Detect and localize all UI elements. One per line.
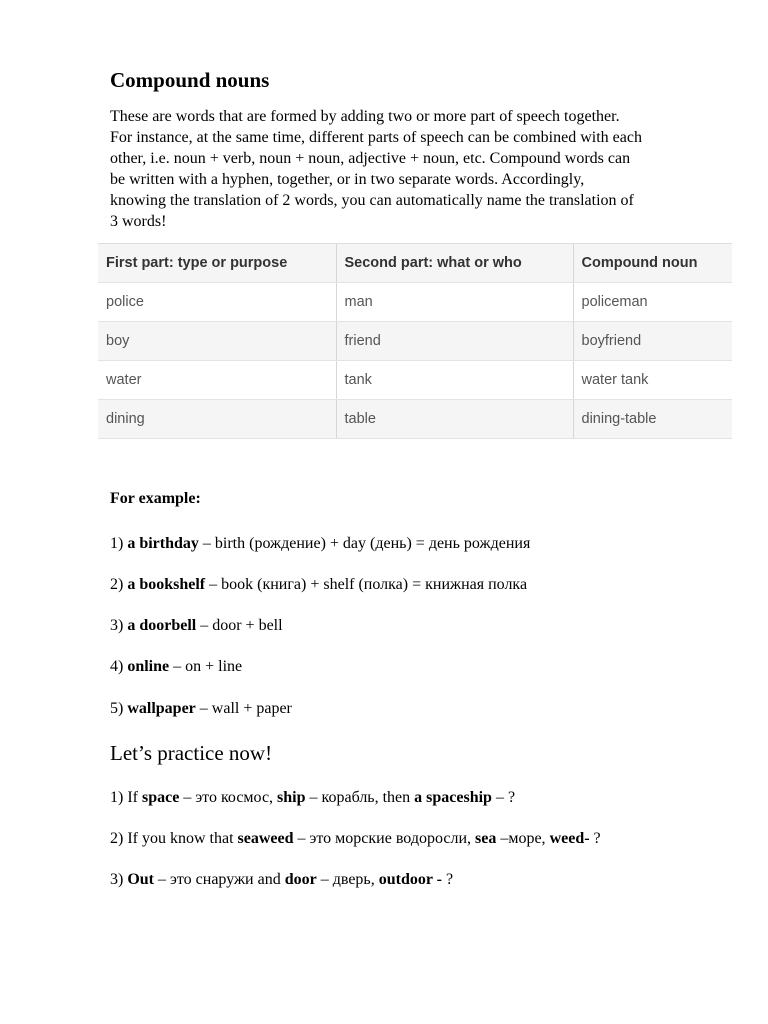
intro-line: For instance, at the same time, different parts of speech can be combined with each	[110, 129, 642, 146]
table-row	[98, 361, 732, 400]
table-row	[98, 322, 732, 361]
table-cell: tank	[336, 361, 573, 400]
intro-line: These are words that are formed by adding two or more part of speech together.	[110, 108, 620, 125]
example-word: a doorbell	[127, 617, 197, 634]
column-header: Compound noun	[573, 244, 732, 283]
table-cell: man	[336, 283, 573, 322]
example-word: a birthday	[127, 535, 199, 552]
example-item: 2) a bookshelf – book (книга) + shelf (полка) = книжная полка	[110, 576, 528, 593]
page-title: Compound nouns	[110, 68, 270, 92]
table-cell: boyfriend	[573, 322, 732, 361]
table-cell: table	[336, 400, 573, 439]
table-cell: dining	[98, 400, 336, 439]
table-header-row	[98, 244, 732, 283]
column-header: Second part: what or who	[336, 244, 573, 283]
table-cell: police	[98, 283, 336, 322]
example-word: online	[127, 658, 170, 675]
compound-noun-table	[98, 243, 732, 439]
table-cell: friend	[336, 322, 573, 361]
table-cell: boy	[98, 322, 336, 361]
practice-heading: Let’s practice now!	[110, 741, 273, 765]
table-cell: policeman	[573, 283, 732, 322]
example-item: 4) online – on + line	[110, 658, 243, 675]
table-row	[98, 283, 732, 322]
intro-line: be written with a hyphen, together, or in two separate words. Accordingly,	[110, 171, 585, 188]
intro-line: other, i.e. noun + verb, noun + noun, adjective + noun, etc. Compound words can	[110, 150, 631, 167]
example-item: 5) wallpaper – wall + paper	[110, 700, 292, 717]
intro-line: 3 words!	[110, 213, 167, 230]
column-header: First part: type or purpose	[98, 244, 336, 283]
practice-question: 3) Out – это снаружи and door – дверь, outdoor - ?	[110, 871, 454, 888]
practice-question: 2) If you know that seaweed – это морские водоросли, sea –море, weed- ?	[110, 830, 601, 847]
example-word: wallpaper	[127, 700, 196, 717]
intro-line: knowing the translation of 2 words, you can automatically name the translation of	[110, 192, 634, 209]
example-item: 1) a birthday – birth (рождение) + day (день) = день рождения	[110, 535, 531, 552]
example-word: a bookshelf	[127, 576, 206, 593]
practice-question: 1) If space – это космос, ship – корабль, then a spaceship – ?	[110, 789, 516, 806]
table-cell: water	[98, 361, 336, 400]
examples-heading: For example:	[110, 490, 201, 507]
table-row	[98, 400, 732, 439]
table-cell: water tank	[573, 361, 732, 400]
table-cell: dining-table	[573, 400, 732, 439]
intro-paragraph	[110, 106, 730, 232]
example-item: 3) a doorbell – door + bell	[110, 617, 283, 634]
